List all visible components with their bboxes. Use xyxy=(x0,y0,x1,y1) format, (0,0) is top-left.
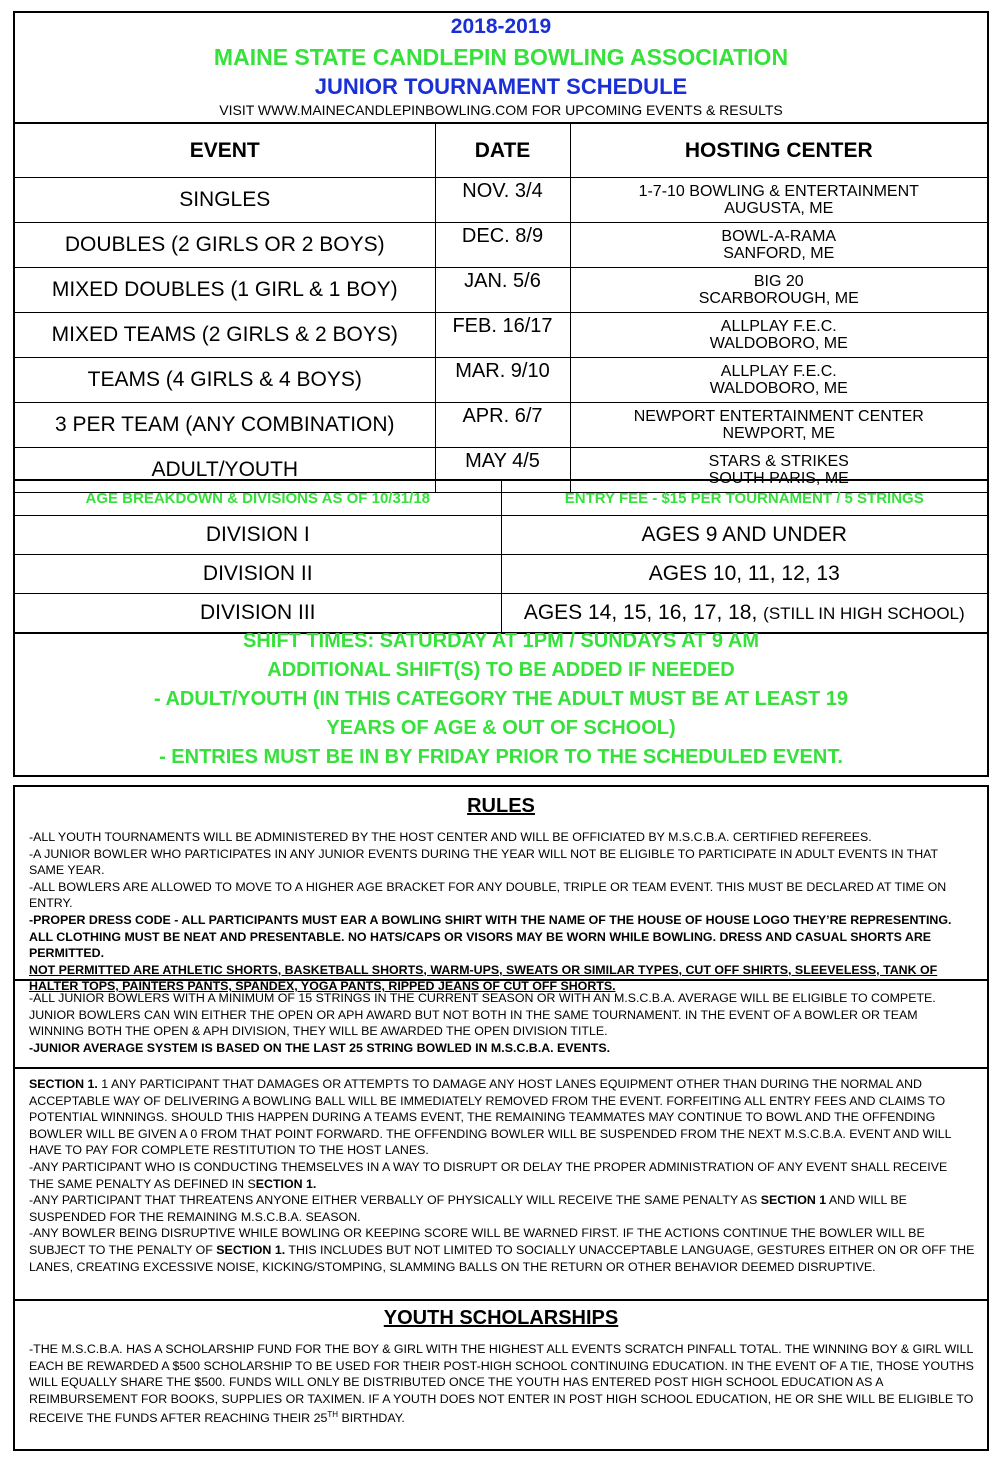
disrupt-bold: ECTION 1. xyxy=(255,1176,317,1191)
division-name: DIVISION III xyxy=(15,594,501,634)
disruptive-tail: THIS INCLUDES BUT NOT LIMITED TO SOCIALLY UNACCEPTABLE LANGUAGE, GESTURES EITHER ON OR OFF THE LANES, CREATING EXCESSIVE NOISE, KICKING/STOMPING, SLAMMING BALLS ON THE RETURN OR OTHER BEHAVIOR DEEMED DISRUPTIVE. xyxy=(29,1242,975,1274)
shift-note: YEARS OF AGE & OUT OF SCHOOL) xyxy=(326,717,676,739)
organization-name: MAINE STATE CANDLEPIN BOWLING ASSOCIATION xyxy=(213,44,789,70)
host-city: SANFORD, ME xyxy=(723,245,835,262)
divisions-table xyxy=(15,479,987,634)
not-permitted-rule: NOT PERMITTED ARE ATHLETIC SHORTS, BASKETBALL SHORTS, WARM-UPS, SWEATS OR SIMILAR TYPES, CUT OFF SHIRTS, SLEEVELESS, TANK OF HALTER TOPS, PAINTERS PANTS, SPANDEX, YOGA PANTS, RIPPED JEANS OF CUT OFF SHORTS. xyxy=(29,962,938,994)
event-date: DEC. 8/9 xyxy=(435,223,570,268)
division-row xyxy=(15,555,987,594)
schedule-frame xyxy=(13,11,989,777)
page-title: JUNIOR TOURNAMENT SCHEDULE xyxy=(314,74,688,99)
table-row xyxy=(15,403,987,448)
disruptive-text: -ANY BOWLER BEING DISRUPTIVE WHILE BOWLING OR KEEPING SCORE WILL BE WARNED FIRST. IF THE ACTIONS CONTINUE THE BOWLER WILL BE SUBJECT TO THE PENALTY OF xyxy=(29,1226,925,1257)
shift-notes xyxy=(15,627,987,772)
host-city: SCARBOROUGH, ME xyxy=(698,290,859,307)
schedule-header-row xyxy=(15,123,987,178)
table-row xyxy=(15,223,987,268)
host-name: STARS & STRIKES xyxy=(708,453,849,470)
rules-general xyxy=(29,829,975,995)
section-1-text: 1 ANY PARTICIPANT THAT DAMAGES OR ATTEMPTS TO DAMAGE ANY HOST LANES EQUIPMENT OTHER THAN DURING THE NORMAL AND ACCEPTABLE WAY OF DELIVERING A BOWLING BALL WILL BE IMMEDIATELY REMOVED FROM THE EVENT. FORFEITING ALL ENTRY FEES AND CLAIMS TO POTENTIAL WINNINGS. SHOULD THIS HAPPEN DURING A TEAMS EVENT, THE REMAINING TEAMMATES MAY CONTINUE TO BOWL AND THE OFFENDING BOWLER WILL BE GIVEN A 0 FROM THAT POINT FORWARD. THE OFFENDING BOWLER WILL BE SUSPENDED FROM THE NEXT M.S.C.B.A. EVENT AND WILL HAVE TO PAY FOR COMPLETE RESTITUTION TO THE HOST LANES. xyxy=(29,1077,952,1158)
average-system-rule: -JUNIOR AVERAGE SYSTEM IS BASED ON THE LAST 25 STRING BOWLED IN M.S.C.B.A. EVENTS. xyxy=(29,1040,611,1055)
column-header-event: EVENT xyxy=(15,123,435,178)
section-label: SECTION 1. xyxy=(29,1077,98,1091)
table-row xyxy=(15,358,987,403)
division-note: (STILL IN HIGH SCHOOL) xyxy=(763,604,965,623)
host-name: 1-7-10 BOWLING & ENTERTAINMENT xyxy=(638,183,919,200)
host-city: WALDOBORO, ME xyxy=(709,335,848,352)
scholarship-body: -THE M.S.C.B.A. HAS A SCHOLARSHIP FUND FOR THE BOY & GIRL WITH THE HIGHEST ALL EVENTS SCRATCH PINFALL TOTAL. THE WINNING BOY & GIRL WILL EACH BE REWARDED A $500 SCHOLARSHIP TO BE USED FOR THEIR POST-HIGH SCHOOL CONTINUING EDUCATION. IN THE EVENT OF A TIE, THOSE YOUTHS WILL EQUALLY SHARE THE $500. FUNDS WILL ONLY BE DISTRIBUTED ONCE THE YOUTH HAS ENTERED POST HIGH SCHOOL EDUCATION AS A REIMBURSEMENT FOR BOOKS, SUPPLIES OR TAXIMEN. IF A YOUTH DOES NOT ENTER IN POST HIGH SCHOOL EDUCATION, HE OR SHE WILL BE ELIGIBLE TO RECEIVE THE FUNDS AFTER REACHING THEIR 25 xyxy=(29,1342,974,1426)
host-name: ALLPLAY F.E.C. xyxy=(720,318,837,335)
visit-website-line: VISIT WWW.MAINECANDLEPINBOWLING.COM FOR UPCOMING EVENTS & RESULTS xyxy=(219,102,783,118)
scholarships-title: YOUTH SCHOLARSHIPS xyxy=(383,1307,619,1329)
hosting-center xyxy=(570,223,987,268)
table-row xyxy=(15,178,987,223)
table-row xyxy=(15,268,987,313)
shift-note: - ADULT/YOUTH (IN THIS CATEGORY THE ADULT MUST BE AT LEAST 19 xyxy=(153,688,849,710)
event-date: APR. 6/7 xyxy=(435,403,570,448)
table-row xyxy=(15,313,987,358)
disruptive-rule xyxy=(29,1225,975,1275)
rule-line: -A JUNIOR BOWLER WHO PARTICIPATES IN ANY JUNIOR EVENTS DURING THE YEAR WILL NOT BE ELIGIBLE TO PARTICIPATE IN ADULT EVENTS IN THAT SAME YEAR. xyxy=(29,846,938,878)
eligibility-rule: -ALL JUNIOR BOWLERS WITH A MINIMUM OF 15 STRINGS IN THE CURRENT SEASON OR WITH AN M.S.C.B.A. AVERAGE WILL BE ELIGIBLE TO COMPETE. JUNIOR BOWLERS CAN WIN EITHER THE OPEN OR APH AWARD BUT NOT BOTH IN THE SAME TOURNAMENT. IN THE EVENT OF A BOWLER OR TEAM WINNING BOTH THE OPEN & APH DIVISION, THEY WILL BE AWARDED THE OPEN DIVISION TITLE. xyxy=(29,991,936,1039)
event-date: JAN. 5/6 xyxy=(435,268,570,313)
divider xyxy=(15,1067,987,1069)
shift-note: - ENTRIES MUST BE IN BY FRIDAY PRIOR TO THE SCHEDULED EVENT. xyxy=(159,746,843,768)
scholarships-text xyxy=(29,1341,975,1427)
host-city: AUGUSTA, ME xyxy=(724,200,834,217)
event-date: NOV. 3/4 xyxy=(435,178,570,223)
section-1-rule xyxy=(29,1076,975,1159)
divider xyxy=(15,1299,987,1301)
division-ages: AGES 14, 15, 16, 17, 18, xyxy=(523,601,758,624)
event-name: MIXED TEAMS (2 GIRLS & 2 BOYS) xyxy=(15,313,435,358)
host-name: NEWPORT ENTERTAINMENT CENTER xyxy=(633,408,924,425)
divider xyxy=(15,979,987,981)
threat-text: -ANY PARTICIPANT THAT THREATENS ANYONE EITHER VERBALLY OF PHYSICALLY WILL RECEIVE THE SAME PENALTY AS xyxy=(29,1193,761,1208)
division-name: DIVISION II xyxy=(15,555,501,594)
event-name: TEAMS (4 GIRLS & 4 BOYS) xyxy=(15,358,435,403)
schedule-table xyxy=(15,122,987,493)
dress-code-rule: -PROPER DRESS CODE - ALL PARTICIPANTS MUST EAR A BOWLING SHIRT WITH THE NAME OF THE HOUSE OF HOUSE LOGO THEY’RE REPRESENTING. ALL CLOTHING MUST BE NEAT AND PRESENTABLE. NO HATS/CAPS OR VISORS MAY BE WORN WHILE BOWLING. DRESS AND CASUAL SHORTS ARE PERMITTED. xyxy=(29,912,952,961)
threat-bold: SECTION 1 xyxy=(760,1193,827,1208)
disrupt-text: -ANY PARTICIPANT WHO IS CONDUCTING THEMSELVES IN A WAY TO DISRUPT OR DELAY THE PROPER ADMINISTRATION OF ANY EVENT SHALL RECEIVE THE SAME PENALTY AS DEFINED IN S xyxy=(29,1159,948,1191)
rules-conduct xyxy=(29,1076,975,1275)
season-year: 2018-2019 xyxy=(450,15,552,38)
host-city: SOUTH PARIS, ME xyxy=(708,470,849,487)
hosting-center xyxy=(570,178,987,223)
rules-eligibility xyxy=(29,990,975,1056)
rule-line: -ALL BOWLERS ARE ALLOWED TO MOVE TO A HIGHER AGE BRACKET FOR ANY DOUBLE, TRIPLE OR TEAM EVENT. THIS MUST BE DECLARED AT TIME ON ENTRY. xyxy=(29,879,947,911)
division-ages: AGES 9 AND UNDER xyxy=(501,516,987,555)
threat-rule xyxy=(29,1192,975,1225)
threat-tail: AND WILL BE SUSPENDED FOR THE REMAINING M.S.C.B.A. SEASON. xyxy=(29,1193,907,1224)
hosting-center xyxy=(570,268,987,313)
rules-frame xyxy=(13,785,989,1451)
host-city: WALDOBORO, ME xyxy=(709,380,848,397)
divisions-header-row xyxy=(15,480,987,516)
shift-note: ADDITIONAL SHIFT(S) TO BE ADDED IF NEEDED xyxy=(267,659,735,681)
age-breakdown-heading: AGE BREAKDOWN & DIVISIONS AS OF 10/31/18 xyxy=(15,480,501,516)
event-name: ADULT/YOUTH xyxy=(15,448,435,493)
host-name: BIG 20 xyxy=(753,273,804,290)
event-name: MIXED DOUBLES (1 GIRL & 1 BOY) xyxy=(15,268,435,313)
rule-line: -ALL YOUTH TOURNAMENTS WILL BE ADMINISTERED BY THE HOST CENTER AND WILL BE OFFICIATED BY M.S.C.B.A. CERTIFIED REFEREES. xyxy=(29,830,872,844)
event-name: DOUBLES (2 GIRLS OR 2 BOYS) xyxy=(15,223,435,268)
event-name: 3 PER TEAM (ANY COMBINATION) xyxy=(15,403,435,448)
hosting-center xyxy=(570,313,987,358)
division-ages: AGES 10, 11, 12, 13 xyxy=(501,555,987,594)
division-row xyxy=(15,516,987,555)
disruptive-bold: SECTION 1. xyxy=(216,1242,286,1257)
disrupt-rule xyxy=(29,1159,975,1192)
column-header-host: HOSTING CENTER xyxy=(570,123,987,178)
shift-note: SHIFT TIMES: SATURDAY AT 1PM / SUNDAYS AT 9 AM xyxy=(243,630,759,652)
entry-fee-heading: ENTRY FEE - $15 PER TOURNAMENT / 5 STRINGS xyxy=(501,480,987,516)
event-date: FEB. 16/17 xyxy=(435,313,570,358)
event-date: MAY 4/5 xyxy=(435,448,570,493)
host-name: BOWL-A-RAMA xyxy=(721,228,837,245)
column-header-date: DATE xyxy=(435,123,570,178)
event-name: SINGLES xyxy=(15,178,435,223)
event-date: MAR. 9/10 xyxy=(435,358,570,403)
rules-title: RULES xyxy=(467,795,535,817)
hosting-center xyxy=(570,358,987,403)
ordinal-suffix: TH xyxy=(327,1410,339,1420)
division-name: DIVISION I xyxy=(15,516,501,555)
host-city: NEWPORT, ME xyxy=(722,425,836,442)
hosting-center xyxy=(570,403,987,448)
scholarship-tail: BIRTHDAY. xyxy=(338,1411,405,1426)
host-name: ALLPLAY F.E.C. xyxy=(720,363,837,380)
